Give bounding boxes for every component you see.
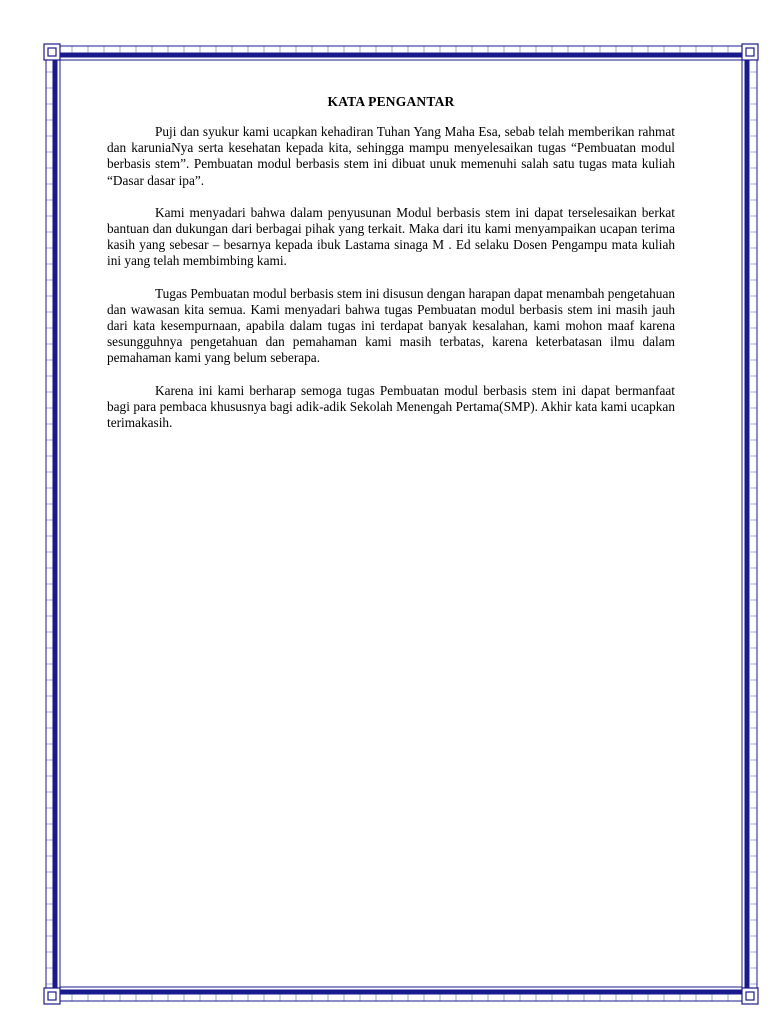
document-title: KATA PENGANTAR: [327, 94, 455, 109]
paragraph-4: Karena ini kami berharap semoga tugas Pembuatan modul berbasis stem ini dapat bermanfaat bagi para pembaca khususnya bagi adik-adik Sekolah Menengah Pertama(SMP). Akhir kata kami ucapkan terimakasih.: [107, 382, 675, 431]
document-body: [107, 94, 675, 447]
paragraph-3: Tugas Pembuatan modul berbasis stem ini disusun dengan harapan dapat menambah pengetahuan dan wawasan kita semua. Kami menyadari bahwa tugas Pembuatan modul berbasis stem ini masih jauh dari kata kesempurnaan, apabila dalam tugas ini terdapat banyak kesalahan, kami mohon maaf karena sesungguhnya pengetahuan dan pemahaman kami masih terbatas, karena keterbatasan ilmu dalam pemahaman kami yang belum seberapa.: [107, 285, 675, 366]
paragraph-1: Puji dan syukur kami ucapkan kehadiran Tuhan Yang Maha Esa, sebab telah memberikan rahmat dan karuniaNya serta kesehatan kepada kita, sehingga mampu menyelesaikan tugas “Pembuatan modul berbasis stem”. Pembuatan modul berbasis stem ini dibuat unuk memenuhi salah satu tugas mata kuliah “Dasar dasar ipa”.: [107, 124, 675, 188]
paragraph-2: Kami menyadari bahwa dalam penyusunan Modul berbasis stem ini dapat terselesaikan berkat bantuan dan dukungan dari berbagai pihak yang terkait. Maka dari itu kami menyampaikan ucapan terima kasih yang sebesar – besarnya kepada ibuk Lastama sinaga M . Ed selaku Dosen Pengampu mata kuliah ini yang telah membimbing kami.: [107, 204, 675, 269]
